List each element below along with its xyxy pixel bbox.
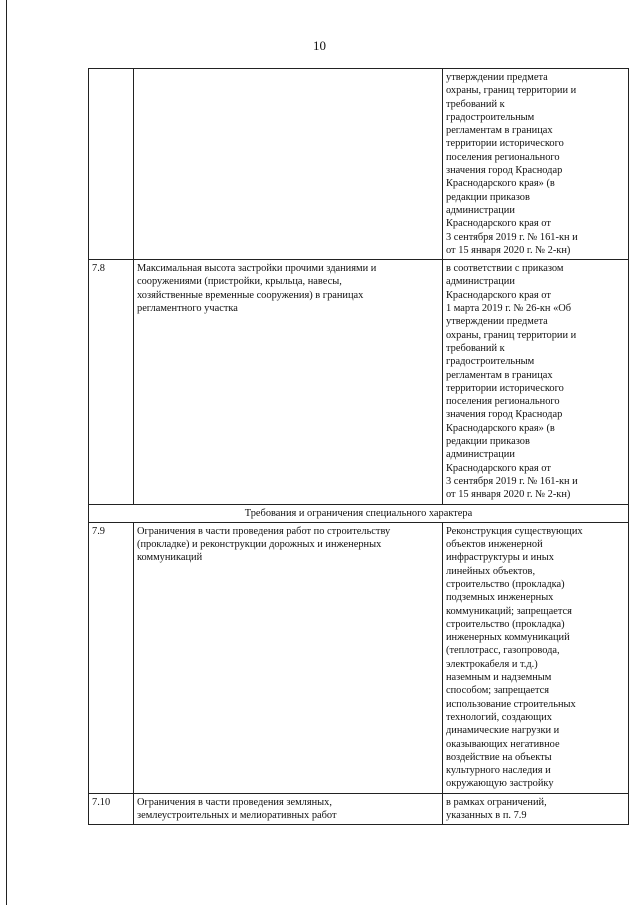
- item-value-line: технологий, создающих: [446, 711, 552, 723]
- table-row: [89, 793, 629, 825]
- item-value-line: культурного наследия и: [446, 765, 551, 777]
- item-value-line: воздействие на объекты: [446, 751, 552, 763]
- item-value-line: значения город Краснодар: [446, 165, 563, 177]
- item-value-line: Краснодарского края от: [446, 289, 551, 301]
- item-description-line: хозяйственные временные сооружения) в границах: [137, 289, 364, 301]
- item-description-line: регламентного участка: [137, 303, 238, 315]
- item-value-line: Краснодарского края» (в: [446, 422, 555, 434]
- item-description-line: коммуникаций: [137, 552, 203, 564]
- item-value-line: наземным и надземным: [446, 672, 552, 684]
- item-value-line: Краснодарского края от: [446, 218, 551, 230]
- item-value-line: поселения регионального: [446, 396, 560, 408]
- item-description-line: землеустроительных и мелиоративных работ: [137, 810, 337, 822]
- page-number: 10: [313, 38, 326, 53]
- item-value-line: Реконструкция существующих: [446, 525, 583, 537]
- item-description: [134, 793, 443, 825]
- item-value-line: редакции приказов: [446, 436, 530, 448]
- item-value-line: оказывающих негативное: [446, 738, 560, 750]
- item-value-line: требований к: [446, 342, 505, 354]
- item-value-line: администрации: [446, 276, 515, 288]
- item-value-line: строительство (прокладка): [446, 618, 565, 630]
- item-value-line: способом; запрещается: [446, 685, 550, 697]
- item-value-line: динамические нагрузки и: [446, 725, 560, 737]
- item-description-line: Ограничения в части проведения земляных,: [137, 796, 332, 808]
- item-value-line: использование строительных: [446, 698, 576, 710]
- table-row: [89, 522, 629, 793]
- item-value: [443, 69, 629, 260]
- item-value-line: редакции приказов: [446, 191, 530, 203]
- item-value-line: линейных объектов,: [446, 565, 536, 577]
- item-value-line: окружающую застройку: [446, 778, 554, 790]
- item-value-line: градостроительным: [446, 111, 535, 123]
- item-value-line: от 15 января 2020 г. № 2-кн): [446, 244, 571, 256]
- item-value-line: 3 сентября 2019 г. № 161-кн и: [446, 475, 578, 487]
- item-description: [134, 260, 443, 504]
- item-value-line: утверждении предмета: [446, 72, 548, 83]
- item-value-line: от 15 января 2020 г. № 2-кн): [446, 489, 571, 501]
- item-value-line: значения город Краснодар: [446, 409, 563, 421]
- item-value: [443, 522, 629, 793]
- item-value-line: охраны, границ территории и: [446, 85, 577, 97]
- item-value: [443, 793, 629, 825]
- item-value-line: утверждении предмета: [446, 316, 548, 328]
- item-value-line: инфраструктуры и иных: [446, 552, 554, 564]
- item-value-line: 3 сентября 2019 г. № 161-кн и: [446, 231, 578, 243]
- item-value-line: в рамках ограничений,: [446, 796, 547, 808]
- item-value-line: объектов инженерной: [446, 539, 543, 551]
- item-value-line: Краснодарского края» (в: [446, 178, 555, 190]
- regulations-table: [88, 68, 629, 825]
- item-description-line: Ограничения в части проведения работ по строительству: [137, 525, 391, 537]
- item-number: 7.8: [89, 260, 134, 504]
- item-value-line: территории исторического: [446, 138, 564, 150]
- item-value-line: Краснодарского края от: [446, 462, 551, 474]
- item-value-line: требований к: [446, 98, 505, 110]
- item-description-line: Максимальная высота застройки прочими зданиями и: [137, 263, 377, 275]
- item-value-line: строительство (прокладка): [446, 578, 565, 590]
- item-description: [134, 69, 443, 260]
- item-value-line: охраны, границ территории и: [446, 329, 577, 341]
- section-header: Требования и ограничения специального характера: [89, 504, 629, 522]
- item-description-line: (прокладке) и реконструкции дорожных и инженерных: [137, 539, 382, 551]
- item-description-line: сооружениями (пристройки, крыльца, навесы,: [137, 276, 342, 288]
- scan-edge-line: [6, 0, 7, 905]
- item-value-line: регламентам в границах: [446, 369, 553, 381]
- item-value-line: электрокабеля и т.д.): [446, 658, 538, 670]
- item-value-line: инженерных коммуникаций: [446, 632, 570, 644]
- item-value-line: в соответствии с приказом: [446, 263, 564, 275]
- item-value-line: регламентам в границах: [446, 125, 553, 137]
- item-number: [89, 69, 134, 260]
- item-value-line: администрации: [446, 449, 515, 461]
- item-description: [134, 522, 443, 793]
- item-value-line: коммуникаций; запрещается: [446, 605, 572, 617]
- item-value-line: 1 марта 2019 г. № 26-кн «Об: [446, 303, 572, 315]
- item-value-line: поселения регионального: [446, 151, 560, 163]
- item-value: [443, 260, 629, 504]
- item-value-line: (теплотрасс, газопровода,: [446, 645, 560, 657]
- table-row: [89, 69, 629, 260]
- item-value-line: территории исторического: [446, 382, 564, 394]
- item-value-line: подземных инженерных: [446, 592, 554, 604]
- item-value-line: указанных в п. 7.9: [446, 810, 527, 822]
- section-header-row: [89, 504, 629, 522]
- item-value-line: администрации: [446, 204, 515, 216]
- item-number: 7.10: [89, 793, 134, 825]
- item-number: 7.9: [89, 522, 134, 793]
- item-value-line: градостроительным: [446, 356, 535, 368]
- table-row: [89, 260, 629, 504]
